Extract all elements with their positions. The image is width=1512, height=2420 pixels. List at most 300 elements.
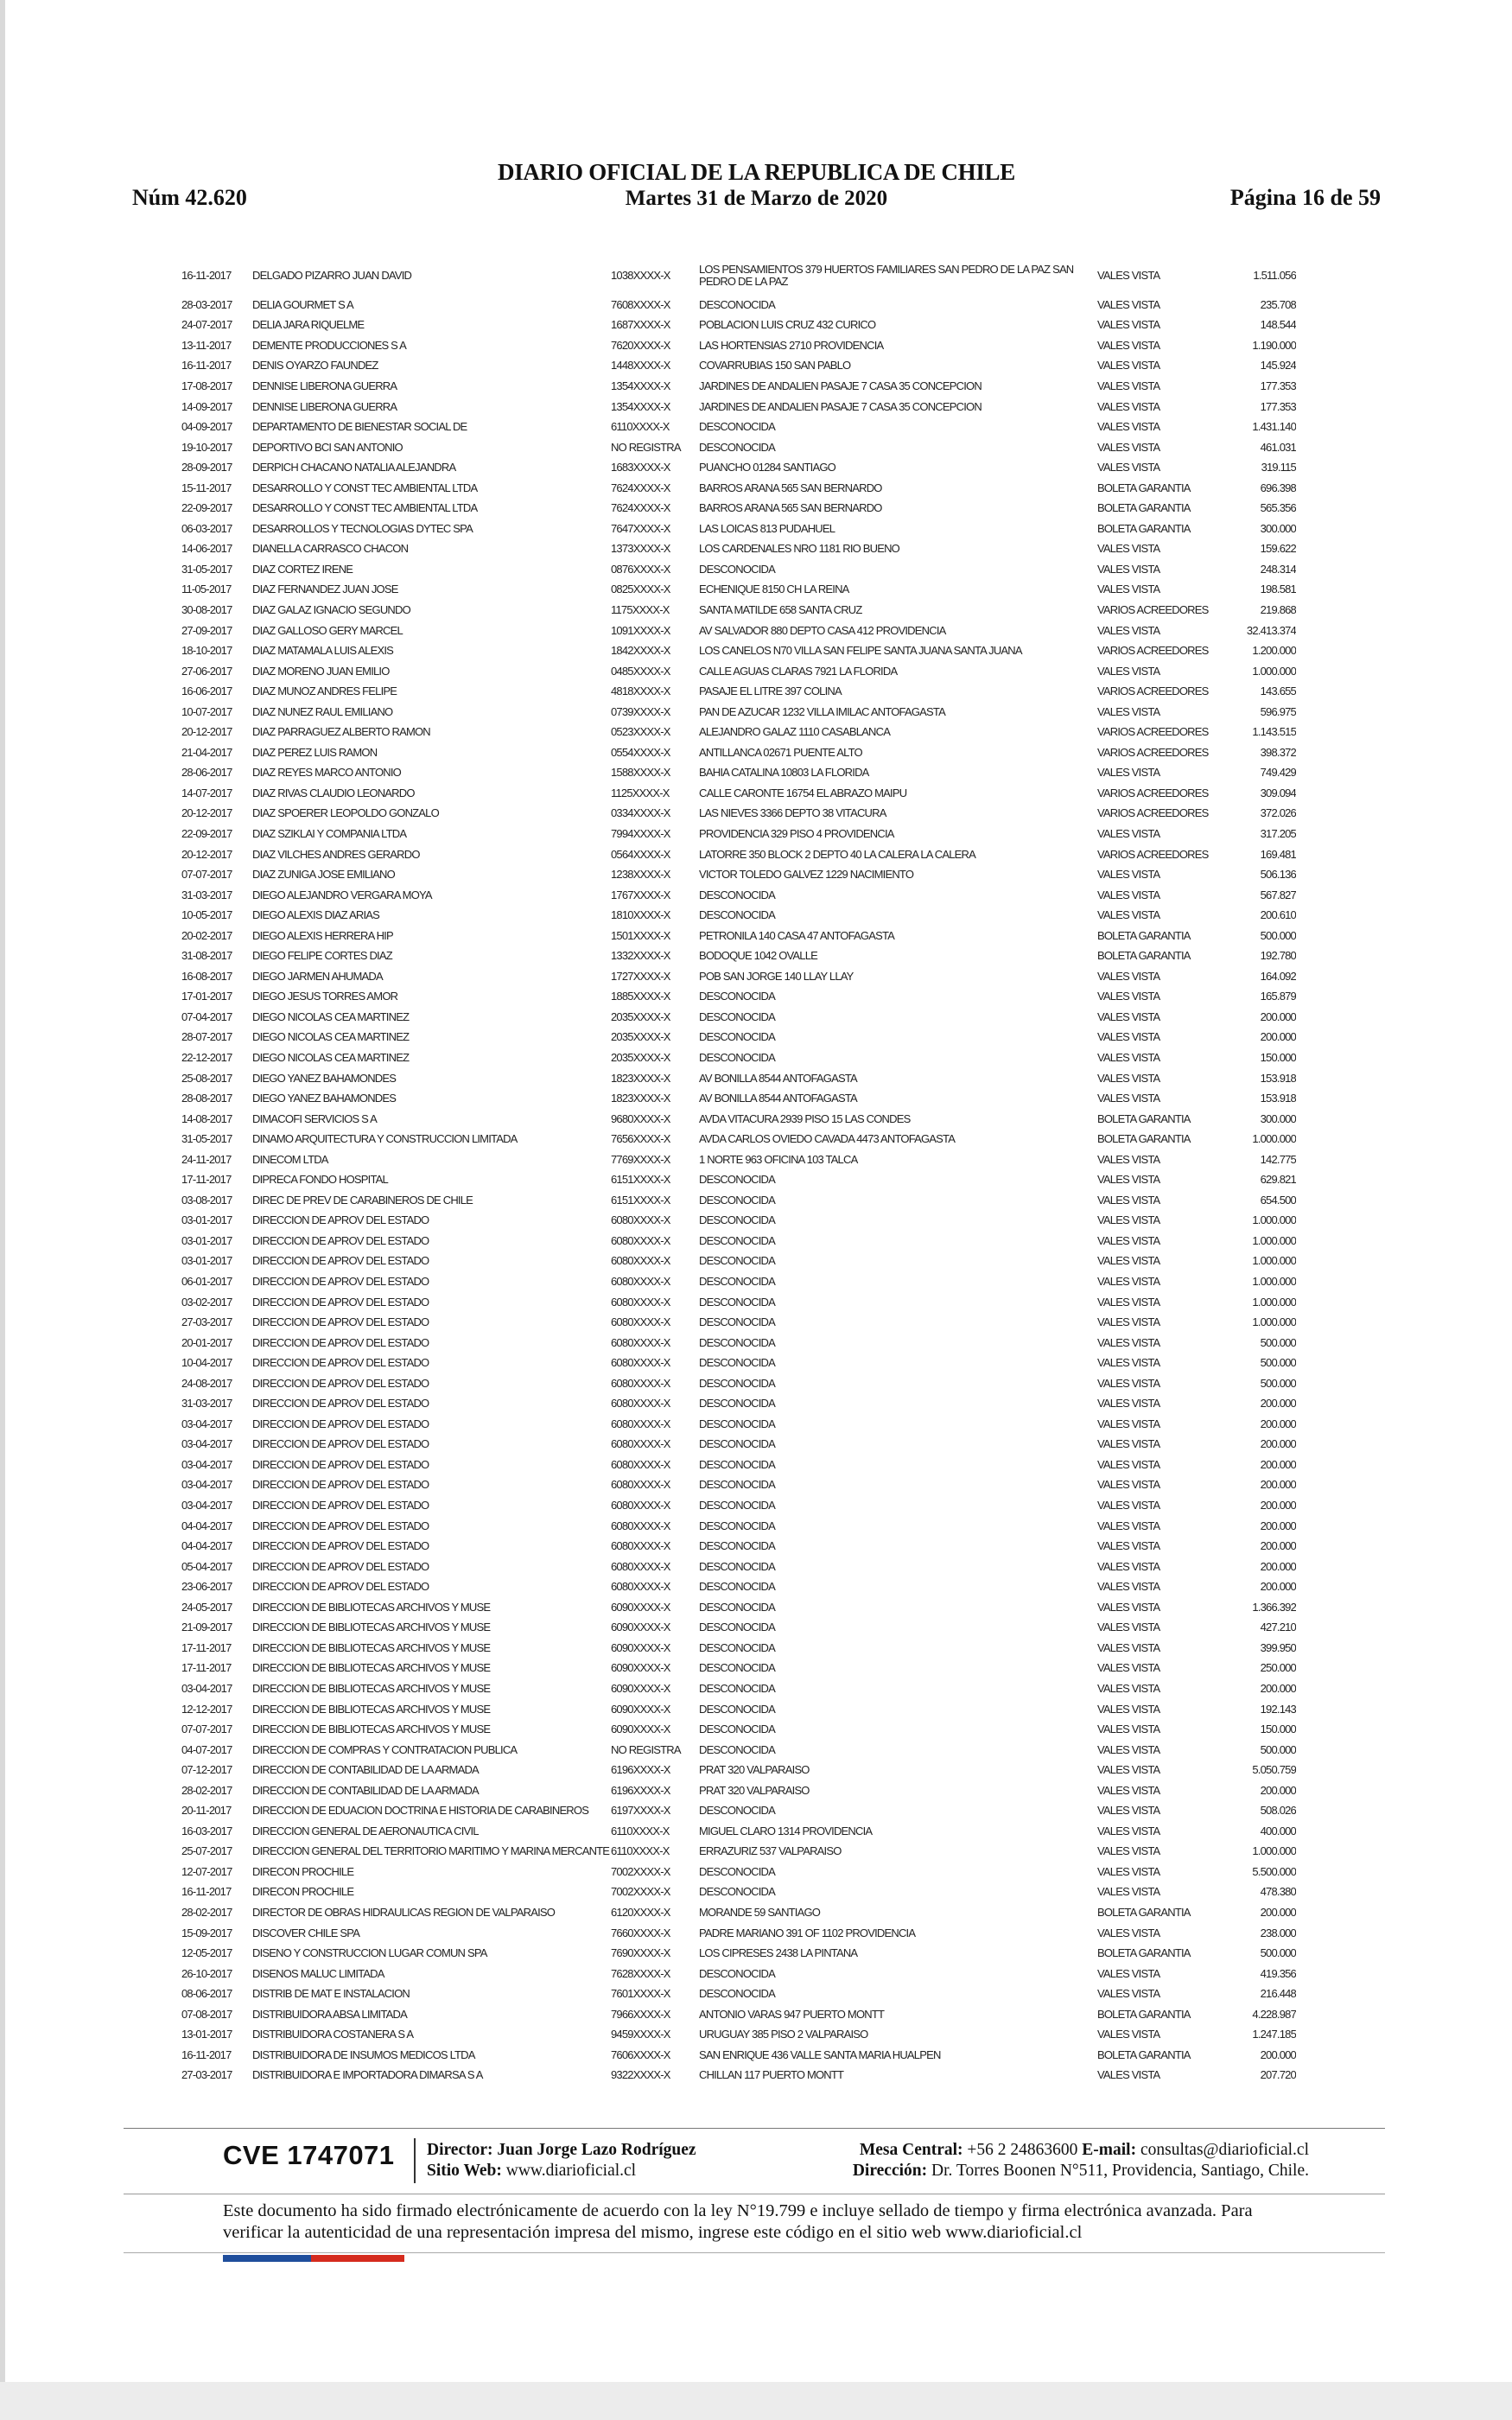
cell-date: 07-08-2017 [181,2007,232,2021]
cell-instrument: VALES VISTA [1097,1742,1160,1756]
cell-name: DISCOVER CHILE SPA [252,1926,360,1939]
cell-name: DIRECCION DE APROV DEL ESTADO [252,1437,429,1451]
cell-instrument: VALES VISTA [1097,1092,1160,1105]
cell-amount: 200.000 [1260,1030,1296,1044]
cell-instrument: VALES VISTA [1097,1519,1160,1532]
cell-amount: 461.031 [1260,440,1296,454]
cell-amount: 1.366.392 [1252,1600,1296,1614]
cell-address: SANTA MATILDE 658 SANTA CRUZ [699,602,862,616]
cell-date: 31-03-2017 [181,1397,232,1411]
cell-address: LOS CANELOS N70 VILLA SAN FELIPE SANTA JUANA SANTA JUANA [699,644,1022,658]
cell-rut: 1767XXXX-X [611,888,670,901]
cell-instrument: VALES VISTA [1097,379,1160,392]
cell-amount: 696.398 [1260,481,1296,494]
cell-name: DIRECCION DE COMPRAS Y CONTRATACION PUBLICA [252,1742,518,1756]
cell-address: LAS NIEVES 3366 DEPTO 38 VITACURA [699,806,886,820]
cell-rut: 6080XXXX-X [611,1213,670,1227]
cell-address: AV SALVADOR 880 DEPTO CASA 412 PROVIDENCIA [699,623,946,637]
cell-address: PAN DE AZUCAR 1232 VILLA IMILAC ANTOFAGASTA [699,704,945,718]
cell-address: ANTILLANCA 02671 PUENTE ALTO [699,745,862,759]
cell-date: 08-06-2017 [181,1987,232,2001]
cell-rut: 2035XXXX-X [611,1009,670,1023]
cell-rut: 1683XXXX-X [611,461,670,474]
table-row [181,946,1296,967]
cell-amount: 200.000 [1260,1905,1296,1919]
cell-rut: 6090XXXX-X [611,1702,670,1716]
cell-address: PRAT 320 VALPARAISO [699,1763,810,1777]
table-row [181,1842,1296,1863]
cell-amount: 192.780 [1260,949,1296,963]
cell-amount: 216.448 [1260,1987,1296,2001]
table-row [181,824,1296,844]
cell-instrument: VARIOS ACREEDORES [1097,644,1209,658]
cell-address: BARROS ARANA 565 SAN BERNARDO [699,481,882,494]
cell-instrument: VALES VISTA [1097,623,1160,637]
cell-name: DENIS OYARZO FAUNDEZ [252,359,378,373]
cell-date: 20-12-2017 [181,806,232,820]
contact-block [853,2140,1309,2181]
table-row [181,1007,1296,1028]
cell-rut: 1448XXXX-X [611,359,670,373]
cell-date: 04-04-2017 [181,1539,232,1553]
cell-amount: 200.000 [1260,1499,1296,1512]
table-row [181,1740,1296,1761]
cell-address: DESCONOCIDA [699,1356,775,1370]
cell-date: 28-06-2017 [181,766,232,780]
cell-address: DESCONOCIDA [699,1580,775,1594]
cell-name: DIRECCION DE APROV DEL ESTADO [252,1559,429,1573]
cell-name: DIEGO NICOLAS CEA MARTINEZ [252,1009,410,1023]
cell-date: 27-06-2017 [181,664,232,678]
cell-instrument: VALES VISTA [1097,766,1160,780]
cell-name: DISTRIBUIDORA ABSA LIMITADA [252,2007,407,2021]
cell-name: DIRECCION DE APROV DEL ESTADO [252,1335,429,1349]
cell-instrument: VALES VISTA [1097,440,1160,454]
table-row [181,1597,1296,1618]
cell-rut: 6120XXXX-X [611,1905,670,1919]
cell-instrument: BOLETA GARANTIA [1097,928,1191,942]
cell-instrument: VALES VISTA [1097,1864,1160,1878]
cell-instrument: VALES VISTA [1097,1356,1160,1370]
cell-name: DIRECCION DE APROV DEL ESTADO [252,1580,429,1594]
cell-name: DIRECON PROCHILE [252,1885,354,1899]
cell-amount: 145.924 [1260,359,1296,373]
cell-instrument: VALES VISTA [1097,826,1160,840]
cell-rut: 6080XXXX-X [611,1295,670,1309]
cell-rut: 1588XXXX-X [611,766,670,780]
cell-name: DIMACOFI SERVICIOS S A [252,1111,377,1125]
table-row [181,1699,1296,1720]
cell-instrument: VALES VISTA [1097,1397,1160,1411]
cell-rut: 6080XXXX-X [611,1478,670,1492]
cell-address: SAN ENRIQUE 436 VALLE SANTA MARIA HUALPEN [699,2047,941,2061]
director-label: Director: [427,2141,493,2159]
cell-rut: NO REGISTRA [611,1742,681,1756]
cell-name: DIRECCION GENERAL DE AERONAUTICA CIVIL [252,1824,479,1837]
table-row [181,1333,1296,1353]
cell-date: 15-11-2017 [181,481,232,494]
email-link[interactable]: consultas@diarioficial.cl [1140,2141,1309,2159]
table-row [181,1150,1296,1170]
cell-date: 22-09-2017 [181,826,232,840]
cell-amount: 200.000 [1260,1478,1296,1492]
cell-date: 28-03-2017 [181,297,232,311]
cell-amount: 142.775 [1260,1152,1296,1166]
cell-address: PASAJE EL LITRE 397 COLINA [699,685,842,698]
cell-date: 03-02-2017 [181,1295,232,1309]
cell-instrument: VALES VISTA [1097,318,1160,332]
table-row [181,1760,1296,1780]
cell-rut: 1373XXXX-X [611,542,670,556]
cell-address: BODOQUE 1042 OVALLE [699,949,818,963]
cell-address: BARROS ARANA 565 SAN BERNARDO [699,501,882,515]
cell-instrument: VALES VISTA [1097,1295,1160,1309]
cell-rut: 7769XXXX-X [611,1152,670,1166]
records-table-body [181,256,1296,2086]
cell-amount: 1.000.000 [1252,1315,1296,1329]
cell-name: DISTRIB DE MAT E INSTALACION [252,1987,410,2001]
cell-date: 14-08-2017 [181,1111,232,1125]
cell-name: DIEGO ALEXIS DIAZ ARIAS [252,908,380,922]
cell-rut: 1810XXXX-X [611,908,670,922]
cell-address: DESCONOCIDA [699,1437,775,1451]
cell-address: PRAT 320 VALPARAISO [699,1783,810,1797]
table-row [181,722,1296,742]
cell-date: 24-05-2017 [181,1600,232,1614]
table-row [181,905,1296,926]
cell-amount: 427.210 [1260,1621,1296,1634]
cell-rut: 1687XXXX-X [611,318,670,332]
cell-date: 16-11-2017 [181,359,232,373]
cell-date: 31-05-2017 [181,1132,232,1146]
cell-amount: 5.500.000 [1252,1864,1296,1878]
cell-date: 03-04-2017 [181,1437,232,1451]
cell-rut: 6151XXXX-X [611,1173,670,1187]
table-row [181,1455,1296,1475]
cell-name: DISTRIBUIDORA DE INSUMOS MEDICOS LTDA [252,2047,475,2061]
cell-name: DIAZ MORENO JUAN EMILIO [252,664,390,678]
table-row [181,1964,1296,1984]
cell-amount: 419.356 [1260,1966,1296,1980]
cell-date: 26-10-2017 [181,1966,232,1980]
cell-name: DESARROLLO Y CONST TEC AMBIENTAL LTDA [252,501,478,515]
cell-name: DIRECCION DE APROV DEL ESTADO [252,1356,429,1370]
cell-name: DIAZ MUNOZ ANDRES FELIPE [252,685,397,698]
cell-name: DEPARTAMENTO DE BIENESTAR SOCIAL DE [252,420,467,434]
cell-address: DESCONOCIDA [699,1213,775,1227]
cell-date: 03-04-2017 [181,1417,232,1430]
cell-name: DIRECCION DE APROV DEL ESTADO [252,1275,429,1289]
cell-name: DIEGO NICOLAS CEA MARTINEZ [252,1051,410,1064]
cell-address: COVARRUBIAS 150 SAN PABLO [699,359,851,373]
cell-address: ALEJANDRO GALAZ 1110 CASABLANCA [699,725,891,739]
cell-rut: 7656XXXX-X [611,1132,670,1146]
cell-date: 17-11-2017 [181,1640,232,1654]
cell-date: 28-08-2017 [181,1092,232,1105]
cell-rut: 7690XXXX-X [611,1946,670,1960]
cell-date: 28-09-2017 [181,461,232,474]
cell-date: 17-11-2017 [181,1173,232,1187]
cell-instrument: VALES VISTA [1097,1640,1160,1654]
table-row [181,1943,1296,1964]
cell-address: CALLE CARONTE 16754 EL ABRAZO MAIPU [699,786,907,799]
cell-instrument: VARIOS ACREEDORES [1097,725,1209,739]
cell-date: 22-09-2017 [181,501,232,515]
cell-rut: 1823XXXX-X [611,1092,670,1105]
cell-date: 20-11-2017 [181,1804,232,1818]
cell-amount: 143.655 [1260,685,1296,698]
cell-date: 19-10-2017 [181,440,232,454]
cell-rut: 6090XXXX-X [611,1661,670,1675]
cell-amount: 200.000 [1260,1580,1296,1594]
cell-amount: 1.000.000 [1252,1844,1296,1858]
cell-instrument: BOLETA GARANTIA [1097,501,1191,515]
table-row [181,335,1296,356]
cell-amount: 1.431.140 [1252,420,1296,434]
cell-date: 25-08-2017 [181,1071,232,1085]
cell-address: JARDINES DE ANDALIEN PASAJE 7 CASA 35 CONCEPCION [699,399,982,413]
cell-instrument: VALES VISTA [1097,1804,1160,1818]
cell-instrument: VALES VISTA [1097,1621,1160,1634]
cell-name: DIRECCION DE APROV DEL ESTADO [252,1499,429,1512]
cell-address: LAS HORTENSIAS 2710 PROVIDENCIA [699,338,884,352]
flag-red-stripe [311,2255,404,2262]
cell-instrument: VALES VISTA [1097,1275,1160,1289]
cell-amount: 749.429 [1260,766,1296,780]
cell-date: 22-12-2017 [181,1051,232,1064]
cell-amount: 1.000.000 [1252,1132,1296,1146]
cell-date: 24-11-2017 [181,1152,232,1166]
cell-name: DIAZ REYES MARCO ANTONIO [252,766,401,780]
cell-address: DESCONOCIDA [699,440,775,454]
cell-rut: 6080XXXX-X [611,1397,670,1411]
table-row [181,1862,1296,1882]
table-row [181,580,1296,601]
cell-address: DESCONOCIDA [699,1966,775,1980]
table-row [181,1109,1296,1130]
cell-address: PROVIDENCIA 329 PISO 4 PROVIDENCIA [699,826,894,840]
cell-rut: 6090XXXX-X [611,1621,670,1634]
cell-name: DELGADO PIZARRO JUAN DAVID [252,268,412,282]
address-label: Dirección: [852,2162,928,2180]
cell-amount: 317.205 [1260,826,1296,840]
cell-instrument: VALES VISTA [1097,1335,1160,1349]
cell-instrument: VALES VISTA [1097,359,1160,373]
cell-instrument: VALES VISTA [1097,420,1160,434]
cell-rut: 0334XXXX-X [611,806,670,820]
cell-instrument: VALES VISTA [1097,1051,1160,1064]
table-row [181,1516,1296,1537]
table-row [181,1659,1296,1679]
cell-name: DISENOS MALUC LIMITADA [252,1966,384,1980]
cell-instrument: VALES VISTA [1097,1661,1160,1675]
cell-instrument: VARIOS ACREEDORES [1097,602,1209,616]
cell-amount: 1.247.185 [1252,2028,1296,2041]
cell-rut: 7608XXXX-X [611,297,670,311]
address-text: Dr. Torres Boonen N°511, Providencia, Santiago, Chile. [931,2162,1309,2180]
cell-name: DIAZ RIVAS CLAUDIO LEONARDO [252,786,415,799]
table-row [181,1394,1296,1415]
cve-code: CVE 1747071 [223,2140,395,2170]
cell-name: DIAZ FERNANDEZ JUAN JOSE [252,583,398,596]
cell-rut: 0564XXXX-X [611,847,670,861]
cell-amount: 200.000 [1260,1437,1296,1451]
cell-rut: 6080XXXX-X [611,1356,670,1370]
table-row [181,1821,1296,1842]
cell-name: DESARROLLOS Y TECNOLOGIAS DYTEC SPA [252,521,473,535]
cell-date: 21-09-2017 [181,1621,232,1634]
cell-rut: 6080XXXX-X [611,1376,670,1390]
cell-name: DIRECCION DE BIBLIOTECAS ARCHIVOS Y MUSE [252,1702,491,1716]
cell-rut: 6080XXXX-X [611,1539,670,1553]
cell-name: DIRECCION DE BIBLIOTECAS ARCHIVOS Y MUSE [252,1661,491,1675]
website-link[interactable]: www.diarioficial.cl [505,2162,637,2180]
cell-date: 03-04-2017 [181,1478,232,1492]
cell-rut: 6080XXXX-X [611,1233,670,1247]
cell-amount: 248.314 [1260,562,1296,576]
cell-date: 07-12-2017 [181,1763,232,1777]
cell-instrument: VALES VISTA [1097,1987,1160,2001]
cell-rut: 0554XXXX-X [611,745,670,759]
cell-address: PUANCHO 01284 SANTIAGO [699,461,835,474]
cell-amount: 200.000 [1260,1519,1296,1532]
table-row [181,478,1296,499]
cell-instrument: VALES VISTA [1097,583,1160,596]
table-row [181,1618,1296,1639]
table-row [181,1536,1296,1557]
table-row [181,417,1296,437]
cell-rut: 6090XXXX-X [611,1681,670,1695]
cell-instrument: VALES VISTA [1097,664,1160,678]
cell-date: 06-01-2017 [181,1275,232,1289]
cell-amount: 153.918 [1260,1071,1296,1085]
cell-amount: 1.190.000 [1252,338,1296,352]
cell-date: 27-03-2017 [181,1315,232,1329]
cell-rut: 0739XXXX-X [611,704,670,718]
cell-date: 24-08-2017 [181,1376,232,1390]
cell-instrument: VALES VISTA [1097,2028,1160,2041]
cell-instrument: VALES VISTA [1097,1600,1160,1614]
table-row [181,1882,1296,1903]
flag-blue-stripe [223,2255,311,2262]
cell-address: DESCONOCIDA [699,1885,775,1899]
cell-rut: 6080XXXX-X [611,1315,670,1329]
table-row [181,559,1296,580]
cell-date: 03-01-2017 [181,1213,232,1227]
cell-address: VICTOR TOLEDO GALVEZ 1229 NACIMIENTO [699,868,914,882]
table-row [181,2045,1296,2066]
cell-rut: 6080XXXX-X [611,1275,670,1289]
cell-instrument: VALES VISTA [1097,1763,1160,1777]
cell-name: DIEGO YANEZ BAHAMONDES [252,1071,397,1085]
cell-amount: 1.200.000 [1252,644,1296,658]
publication-title: DIARIO OFICIAL DE LA REPUBLICA DE CHILE [498,159,1015,185]
cell-amount: 200.610 [1260,908,1296,922]
cell-amount: 200.000 [1260,1397,1296,1411]
cell-address: DESCONOCIDA [699,1600,775,1614]
cell-date: 16-08-2017 [181,969,232,983]
cell-address: DESCONOCIDA [699,1417,775,1430]
cell-rut: 1727XXXX-X [611,969,670,983]
table-row [181,600,1296,621]
cell-rut: 6080XXXX-X [611,1559,670,1573]
cell-date: 20-12-2017 [181,725,232,739]
table-row [181,539,1296,560]
cell-address: DESCONOCIDA [699,297,775,311]
cell-name: DIRECCION DE APROV DEL ESTADO [252,1478,429,1492]
cell-amount: 153.918 [1260,1092,1296,1105]
table-row [181,1800,1296,1821]
cell-name: DIRECCION DE BIBLIOTECAS ARCHIVOS Y MUSE [252,1621,491,1634]
cell-rut: 0523XXXX-X [611,725,670,739]
cell-date: 23-06-2017 [181,1580,232,1594]
cell-date: 28-07-2017 [181,1030,232,1044]
cell-instrument: VALES VISTA [1097,1254,1160,1268]
cell-amount: 500.000 [1260,1946,1296,1960]
cell-address: 1 NORTE 963 OFICINA 103 TALCA [699,1152,858,1166]
cell-address: POBLACION LUIS CRUZ 432 CURICO [699,318,876,332]
cell-instrument: VALES VISTA [1097,969,1160,983]
cell-name: DIRECCION GENERAL DEL TERRITORIO MARITIMO Y MARINA MERCANTE [252,1844,610,1858]
cell-instrument: VALES VISTA [1097,297,1160,311]
table-row [181,376,1296,397]
cell-rut: 9680XXXX-X [611,1111,670,1125]
cell-address: DESCONOCIDA [699,1193,775,1207]
cell-address: DESCONOCIDA [699,1987,775,2001]
cell-address: LATORRE 350 BLOCK 2 DEPTO 40 LA CALERA LA CALERA [699,847,975,861]
cell-address: AVDA VITACURA 2939 PISO 15 LAS CONDES [699,1111,911,1125]
cell-instrument: BOLETA GARANTIA [1097,481,1191,494]
cell-instrument: VALES VISTA [1097,1702,1160,1716]
cell-name: DEMENTE PRODUCCIONES S A [252,338,406,352]
cell-instrument: VALES VISTA [1097,2068,1160,2082]
cell-rut: 0825XXXX-X [611,583,670,596]
table-row [181,295,1296,315]
cell-rut: 4818XXXX-X [611,685,670,698]
cell-instrument: VALES VISTA [1097,1009,1160,1023]
cell-amount: 200.000 [1260,1681,1296,1695]
cell-instrument: VALES VISTA [1097,1681,1160,1695]
cell-instrument: VALES VISTA [1097,1580,1160,1594]
table-row [181,2024,1296,2045]
cell-name: DELIA GOURMET S A [252,297,353,311]
cell-amount: 500.000 [1260,1356,1296,1370]
cell-rut: 7624XXXX-X [611,501,670,515]
cell-date: 12-12-2017 [181,1702,232,1716]
cell-rut: 7966XXXX-X [611,2007,670,2021]
cell-address: DESCONOCIDA [699,1275,775,1289]
cell-address: DESCONOCIDA [699,562,775,576]
table-row [181,1271,1296,1292]
cell-instrument: VALES VISTA [1097,1417,1160,1430]
cell-rut: 7628XXXX-X [611,1966,670,1980]
cell-name: DIRECCION DE APROV DEL ESTADO [252,1315,429,1329]
table-row [181,783,1296,804]
table-row [181,702,1296,723]
cell-amount: 235.708 [1260,297,1296,311]
cell-instrument: VALES VISTA [1097,1457,1160,1471]
cell-instrument: VALES VISTA [1097,1376,1160,1390]
cell-rut: 0876XXXX-X [611,562,670,576]
cell-name: DIRECCION DE APROV DEL ESTADO [252,1397,429,1411]
table-row [181,1068,1296,1089]
cell-rut: 7002XXXX-X [611,1885,670,1899]
cell-rut: 6080XXXX-X [611,1519,670,1532]
cell-date: 04-09-2017 [181,420,232,434]
cell-date: 07-07-2017 [181,868,232,882]
cell-name: DIAZ PARRAGUEZ ALBERTO RAMON [252,725,430,739]
table-row [181,763,1296,784]
